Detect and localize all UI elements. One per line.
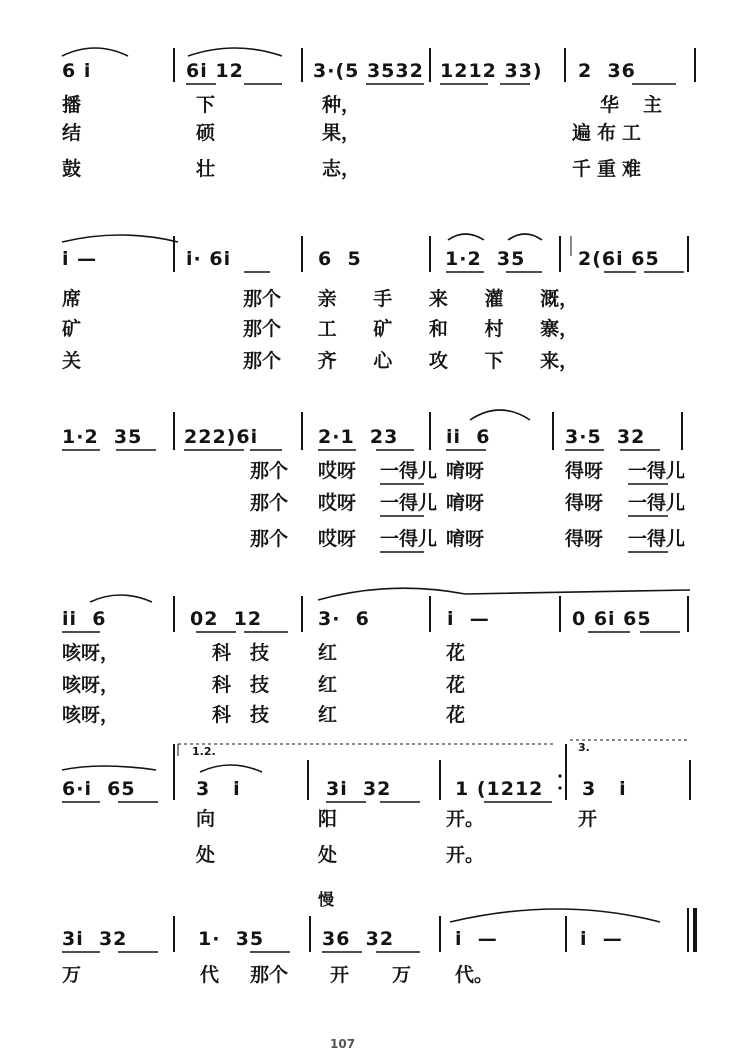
lyric-3-3-4: 唷呀 <box>446 528 485 550</box>
lyric-1-2-4: 遍布工 <box>572 122 648 144</box>
lyric-2-1-1: 席 <box>62 288 82 310</box>
measure-2-3: 6 5 <box>318 248 362 270</box>
lyric-2-3-1: 关 <box>62 350 82 372</box>
measure-3-3: 2·1 23 <box>318 426 399 448</box>
measure-2-5: 2(6i 65 <box>578 248 660 270</box>
lyric-3-2-1: 那个 <box>250 492 289 514</box>
lyric-3-2-2: 哎呀 <box>318 492 357 514</box>
measure-4-5: 0 6i 65 <box>572 608 652 630</box>
measure-2-1: i — <box>62 248 98 270</box>
lyric-4-3-4: 红 <box>318 704 338 726</box>
lyric-5-2-1: 处 <box>196 844 216 866</box>
measure-6-5: i — <box>580 928 623 950</box>
lyric-3-1-2: 哎呀 <box>318 460 357 482</box>
lyric-3-1-4: 唷呀 <box>446 460 485 482</box>
lyric-4-2-5: 花 <box>446 674 466 696</box>
lyric-3-3-3: 一得儿 <box>380 528 438 550</box>
measure-4-1: ii 6 <box>62 608 107 630</box>
lyric-6-1-5: 万 <box>392 964 412 986</box>
lyric-2-2-2: 那个 工 矿 和 村 寨， <box>243 318 579 340</box>
measure-3-2: 222)6i <box>184 426 259 448</box>
lyric-2-2-1: 矿 <box>62 318 82 340</box>
lyric-3-2-6: 一得儿 <box>628 492 686 514</box>
measure-1-5: 2 36 <box>578 60 636 82</box>
lyric-4-1-3: 技 <box>250 642 270 664</box>
lyric-4-3-1: 咳呀， <box>62 704 120 726</box>
measure-6-3: 36 32 <box>322 928 395 950</box>
lyric-1-3-1: 鼓 <box>62 158 82 180</box>
lyric-1-2-1: 结 <box>62 122 82 144</box>
page-number: 107 <box>330 1037 356 1051</box>
lyric-4-2-3: 技 <box>250 674 270 696</box>
measure-3-5: 3·5 32 <box>565 426 646 448</box>
lyric-6-1-1: 万 <box>62 964 82 986</box>
measure-2-4: 1·2 35 <box>445 248 526 270</box>
lyric-3-1-6: 一得儿 <box>628 460 686 482</box>
lyric-3-1-1: 那个 <box>250 460 289 482</box>
lyric-4-1-2: 科 <box>212 642 232 664</box>
measure-4-2: 02 12 <box>190 608 263 630</box>
lyric-1-2-2: 硕 <box>196 122 216 144</box>
lyric-4-1-4: 红 <box>318 642 338 664</box>
measure-3-4: ii 6 <box>446 426 491 448</box>
measure-2-2: i· 6i <box>186 248 232 270</box>
measure-4-3: 3· 6 <box>318 608 370 630</box>
measure-5-5: 3 i <box>582 778 627 800</box>
lyric-1-1-4: 华主 <box>600 94 687 116</box>
lyric-1-1-2: 下 <box>196 94 216 116</box>
lyric-3-2-5: 得呀 <box>565 492 604 514</box>
measure-1-1: 6 i <box>62 60 92 82</box>
lyric-3-2-4: 唷呀 <box>446 492 485 514</box>
lyric-3-1-3: 一得儿 <box>380 460 438 482</box>
tempo-marking: 慢 <box>318 890 335 909</box>
lyric-6-1-2: 代 <box>200 964 220 986</box>
lyric-3-3-1: 那个 <box>250 528 289 550</box>
lyric-5-2-2: 处 <box>318 844 338 866</box>
measure-3-1: 1·2 35 <box>62 426 143 448</box>
lyric-1-3-2: 壮 <box>196 158 216 180</box>
lyric-1-3-4: 千重难 <box>572 158 648 180</box>
measure-1-2: 6i 12 <box>186 60 244 82</box>
lyric-4-2-4: 红 <box>318 674 338 696</box>
lyric-6-1-3: 那个 <box>250 964 289 986</box>
volta-first-ending: 1.2. <box>192 745 216 758</box>
lyric-1-1-1: 播 <box>62 94 82 116</box>
measure-5-4: 1 (1212 <box>455 778 544 800</box>
lyric-4-1-1: 咳呀， <box>62 642 120 664</box>
measure-4-4: i — <box>447 608 490 630</box>
lyric-4-1-5: 花 <box>446 642 466 664</box>
measure-5-2: 3 i <box>196 778 241 800</box>
lyric-5-1-3: 开。 <box>446 808 485 830</box>
lyric-4-3-2: 科 <box>212 704 232 726</box>
lyric-5-1-2: 阳 <box>318 808 338 830</box>
lyric-4-2-1: 咳呀， <box>62 674 120 696</box>
lyric-3-3-2: 哎呀 <box>318 528 357 550</box>
measure-6-4: i — <box>455 928 498 950</box>
measure-1-4: 1212 33) <box>440 60 543 82</box>
lyric-3-2-3: 一得儿 <box>380 492 438 514</box>
lyric-1-2-3: 果， <box>322 122 361 144</box>
lyric-1-1-3: 种， <box>322 94 361 116</box>
lyric-3-3-5: 得呀 <box>565 528 604 550</box>
lyric-2-1-2: 那个 亲 手 来 灌 溉， <box>243 288 579 310</box>
lyric-3-1-5: 得呀 <box>565 460 604 482</box>
volta-third-ending: 3. <box>578 741 590 754</box>
lyric-2-3-2: 那个 齐 心 攻 下 来， <box>243 350 579 372</box>
lyric-5-2-3: 开。 <box>446 844 485 866</box>
lyric-1-3-3: 志， <box>322 158 361 180</box>
lyric-6-1-6: 代。 <box>455 964 494 986</box>
measure-1-3: 3·(5 3532 <box>313 60 424 82</box>
lyric-3-3-6: 一得儿 <box>628 528 686 550</box>
lyric-5-1-1: 向 <box>196 808 216 830</box>
lyric-4-2-2: 科 <box>212 674 232 696</box>
lyric-4-3-5: 花 <box>446 704 466 726</box>
lyric-5-1-4: 开 <box>578 808 598 830</box>
measure-5-1: 6·i 65 <box>62 778 136 800</box>
lyric-4-3-3: 技 <box>250 704 270 726</box>
measure-6-2: 1· 35 <box>198 928 265 950</box>
measure-6-1: 3i 32 <box>62 928 128 950</box>
lyric-6-1-4: 开 <box>330 964 350 986</box>
measure-5-3: 3i 32 <box>326 778 392 800</box>
